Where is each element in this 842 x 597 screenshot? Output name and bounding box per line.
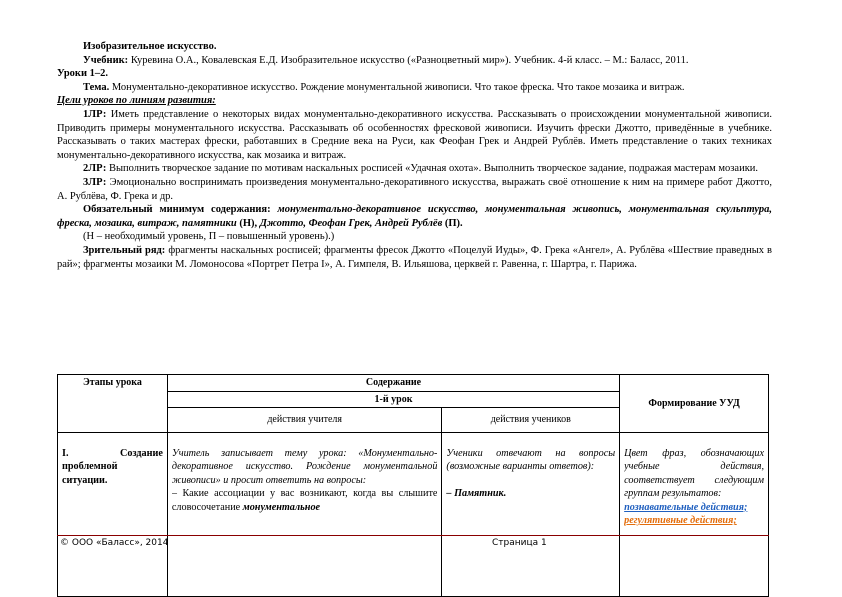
lr3-label: 3ЛР:	[83, 176, 107, 188]
students-text-1: Ученики отвечают на вопросы (возможные варианты ответов):	[446, 447, 616, 472]
visual-paragraph	[57, 244, 772, 271]
lr2-text: Выполнить творческое задание по мотивам наскальных росписей «Удачная охота». Выполнить творческое задание, подражая мастерам мозаики.	[109, 163, 759, 175]
lr2-label: 2ЛР:	[83, 163, 107, 175]
lessons-line: Уроки 1–2.	[57, 68, 109, 80]
minimum-level-p: (П).	[444, 217, 463, 229]
minimum-text-2: Джотто, Феофан Грек, Андрей Рублёв	[259, 217, 443, 229]
header-teacher: действия учителя	[167, 408, 442, 433]
minimum-text: монументально-декоративное искусство, монументальная живопись, монументальная скульптура, фреска, мозаика, витраж, памятники	[57, 204, 773, 229]
topic-label: Тема.	[83, 81, 110, 93]
subject-line: Изобразительное искусство.	[83, 41, 217, 52]
textbook-line	[57, 54, 772, 68]
teacher-cell	[167, 432, 442, 596]
topic-line	[57, 81, 772, 95]
uud-cell	[620, 432, 769, 596]
table-row	[58, 432, 769, 596]
lr2-paragraph	[57, 162, 772, 176]
footer-page-number: Страница 1	[492, 538, 547, 548]
minimum-label: Обязательный минимум содержания:	[83, 204, 271, 216]
students-text-2: – Памятник.	[446, 487, 507, 499]
goals-heading: Цели уроков по линиям развития:	[57, 95, 216, 107]
visual-label: Зрительный ряд:	[83, 244, 166, 256]
lesson-table	[57, 374, 769, 597]
header-students: действия учеников	[442, 408, 620, 433]
teacher-text-2: – Какие ассоциации у вас возникают, когда вы слышите словосочетание монументальное	[171, 488, 438, 513]
stage-text: I. Создание проблемной ситуации.	[62, 447, 163, 486]
minimum-paragraph	[57, 203, 772, 230]
header-uud: Формирование УУД	[620, 375, 769, 433]
header-content: Содержание	[167, 375, 619, 392]
students-cell	[442, 432, 620, 596]
footer-rule	[57, 535, 769, 536]
teacher-text-1: Учитель записывает тему урока: «Монументально-декоративное искусство. Рождение монументальной живописи» и просит ответить на вопросы:	[171, 447, 438, 486]
table-header-row-1	[58, 375, 769, 392]
lr1-text: Иметь представление о некоторых видах монументально-декоративного искусства. Рассказывать о происхождении монументальной живописи. Приводить примеры монументального искусства. Рассказывать об особенностях фресковой живописи. Изучить фрески Джотто, приведённые в учебнике. Рассказывать о таких мастерах фрески, работавших в Средние века на Руси, как Феофан Грек и Андрей Рублёв. Иметь представление о таких техниках монументально-декоративного искусства, как мозаика и витраж.	[57, 108, 773, 161]
lr1-label: 1ЛР:	[83, 108, 107, 120]
header-stages: Этапы урока	[58, 375, 168, 433]
document-body	[57, 40, 772, 271]
footer-copyright: © ООО «Баласс», 2014	[60, 538, 169, 548]
minimum-level-n: (Н),	[239, 217, 258, 229]
stage-cell	[58, 432, 168, 596]
textbook-text: Куревина О.А., Ковалевская Е.Д. Изобразительное искусство («Разноцветный мир»). Учебник. 4-й класс. – М.: Баласс, 2011.	[130, 54, 689, 66]
topic-text: Монументально-декоративное искусство. Рождение монументальной живописи. Что такое фреска. Что такое мозаика и витраж.	[111, 81, 685, 93]
lr3-text: Эмоционально воспринимать произведения монументально-декоративного искусства, выражать своё отношение к ним на примере работ Джотто, А. Рублёва, Ф. Грека и др.	[57, 176, 772, 202]
lr1-paragraph	[57, 108, 772, 162]
textbook-label: Учебник:	[83, 54, 129, 66]
uud-regulatory: регулятивные действия;	[624, 515, 737, 526]
levels-note: (Н – необходимый уровень, П – повышенный уровень).)	[83, 231, 335, 243]
visual-text: фрагменты наскальных росписей; фрагменты фресок Джотто «Поцелуй Иуды», Ф. Грека «Ангел», А. Рублёва «Шествие праведных в рай»; фрагменты мозаики М. Ломоносова «Портрет Петра I», А. Гимпеля, В. Ильяшова, церквей г. Равенна, г. Шартра, г. Парижа.	[57, 244, 773, 270]
header-lesson-1: 1-й урок	[167, 391, 619, 408]
lr3-paragraph	[57, 176, 772, 203]
uud-cognitive: познавательные действия;	[624, 501, 748, 513]
uud-text-1: Цвет фраз, обозначающих учебные действия, соответствует следующим группам результатов:	[624, 447, 764, 499]
